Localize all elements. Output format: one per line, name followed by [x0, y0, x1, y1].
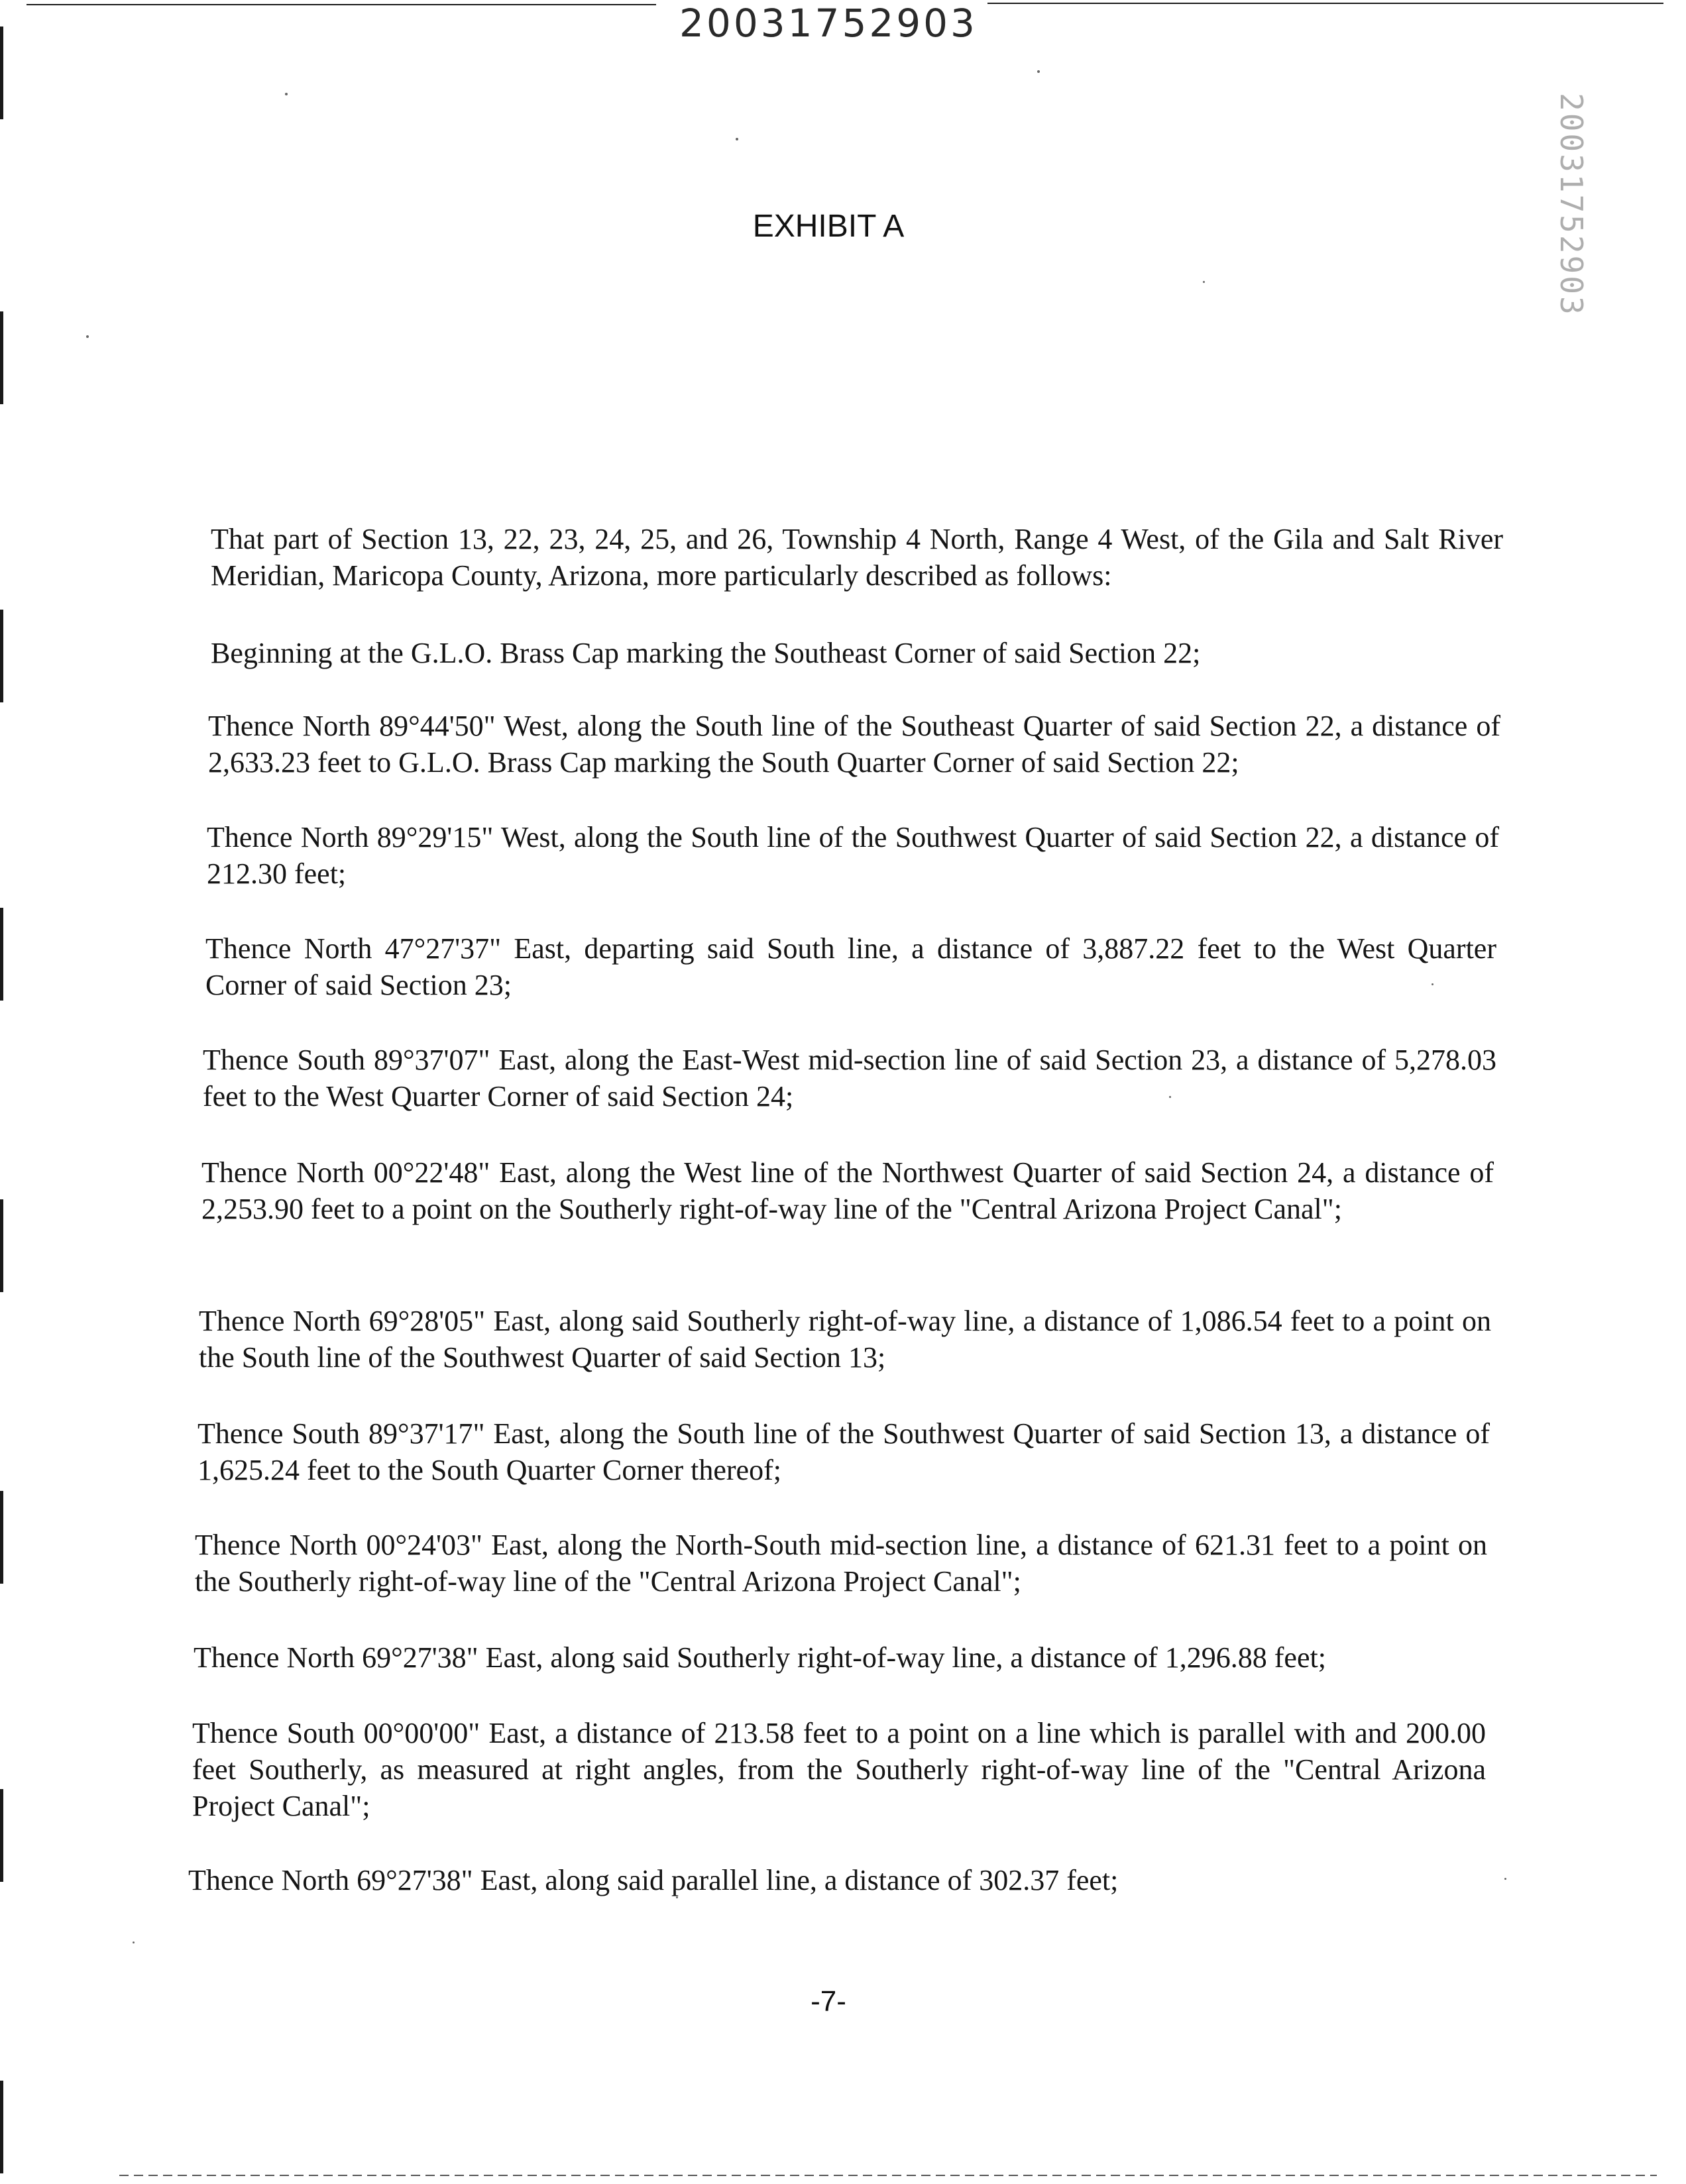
scan-speck — [133, 1941, 135, 1943]
paragraph-course-1: Thence North 89°44'50" West, along the South line of the Southeast Quarter of said Section 22, a distance of 2,633.23 feet to G.L.O. Brass Cap marking the South Quarter Corner of said Section 22; — [208, 710, 1500, 779]
recording-number: 20031752903 — [679, 1, 978, 46]
paragraph-intro: That part of Section 13, 22, 23, 24, 25, and 26, Township 4 North, Range 4 West, of the Gila and Salt River Meridian, Maricopa County, Arizona, more particularly described as follows: — [211, 523, 1503, 592]
paragraph-course-11: Thence North 69°27'38" East, along said parallel line, a distance of 302.37 feet; — [188, 1864, 1119, 1896]
paragraph-course-7: Thence South 89°37'17" East, along the South line of the Southwest Quarter of said Section 13, a distance of 1,625.24 feet to the South Quarter Corner thereof; — [197, 1417, 1490, 1486]
side-stamp — [1551, 93, 1591, 317]
paragraph-course-3: Thence North 47°27'37" East, departing said South line, a distance of 3,887.22 feet to the West Quarter Corner of said Section 23; — [205, 932, 1496, 1001]
page-number: -7- — [811, 1985, 846, 2018]
scan-edge-mark — [0, 27, 3, 119]
side-recording-number: 20031752903 — [1553, 93, 1589, 317]
paragraph-course-10: Thence South 00°00'00" East, a distance of 213.58 feet to a point on a line which is parallel with and 200.00 feet Southerly, as measured at right angles, from the Southerly right-of-way line of the "Central Arizona Project Canal"; — [192, 1717, 1486, 1822]
page-title: EXHIBIT A — [752, 209, 905, 244]
scan-speck — [1203, 281, 1205, 283]
scan-edge-mark — [0, 1789, 3, 1882]
bottom-rule — [119, 2175, 1657, 2176]
scan-edge-mark — [0, 908, 3, 1001]
scan-edge-mark — [0, 1491, 3, 1584]
scan-edge-mark — [0, 2081, 3, 2173]
scan-edge-mark — [0, 1199, 3, 1292]
scan-speck — [676, 1896, 678, 1898]
top-rule — [987, 3, 1663, 4]
scan-speck — [1169, 1096, 1171, 1098]
top-rule — [27, 4, 656, 5]
scan-speck — [736, 138, 738, 140]
paragraph-course-8: Thence North 00°24'03" East, along the North-South mid-section line, a distance of 621.31 feet to a point on the Southerly right-of-way line of the "Central Arizona Project Canal"; — [195, 1529, 1487, 1598]
scan-edge-mark — [0, 311, 3, 404]
paragraph-beginning: Beginning at the G.L.O. Brass Cap marking the Southeast Corner of said Section 22; — [211, 637, 1201, 669]
scan-edge-mark — [0, 610, 3, 702]
paragraph-course-6: Thence North 69°28'05" East, along said Southerly right-of-way line, a distance of 1,086.54 feet to a point on the South line of the Southwest Quarter of said Section 13; — [199, 1305, 1491, 1374]
paragraph-course-4: Thence South 89°37'07" East, along the East-West mid-section line of said Section 23, a distance of 5,278.03 feet to the West Quarter Corner of said Section 24; — [203, 1044, 1496, 1113]
scan-speck — [1504, 1878, 1506, 1880]
scan-speck — [1432, 983, 1433, 985]
paragraph-course-2: Thence North 89°29'15" West, along the South line of the Southwest Quarter of said Section 22, a distance of 212.30 feet; — [207, 821, 1499, 890]
paragraph-course-5: Thence North 00°22'48" East, along the West line of the Northwest Quarter of said Section 24, a distance of 2,253.90 feet to a point on the Southerly right-of-way line of the "Central Arizona Project Canal"; — [201, 1156, 1494, 1225]
scan-speck — [86, 335, 89, 338]
paragraph-course-9: Thence North 69°27'38" East, along said Southerly right-of-way line, a distance of 1,296.88 feet; — [194, 1641, 1326, 1674]
scan-speck — [1037, 70, 1040, 73]
scan-speck — [285, 93, 288, 95]
